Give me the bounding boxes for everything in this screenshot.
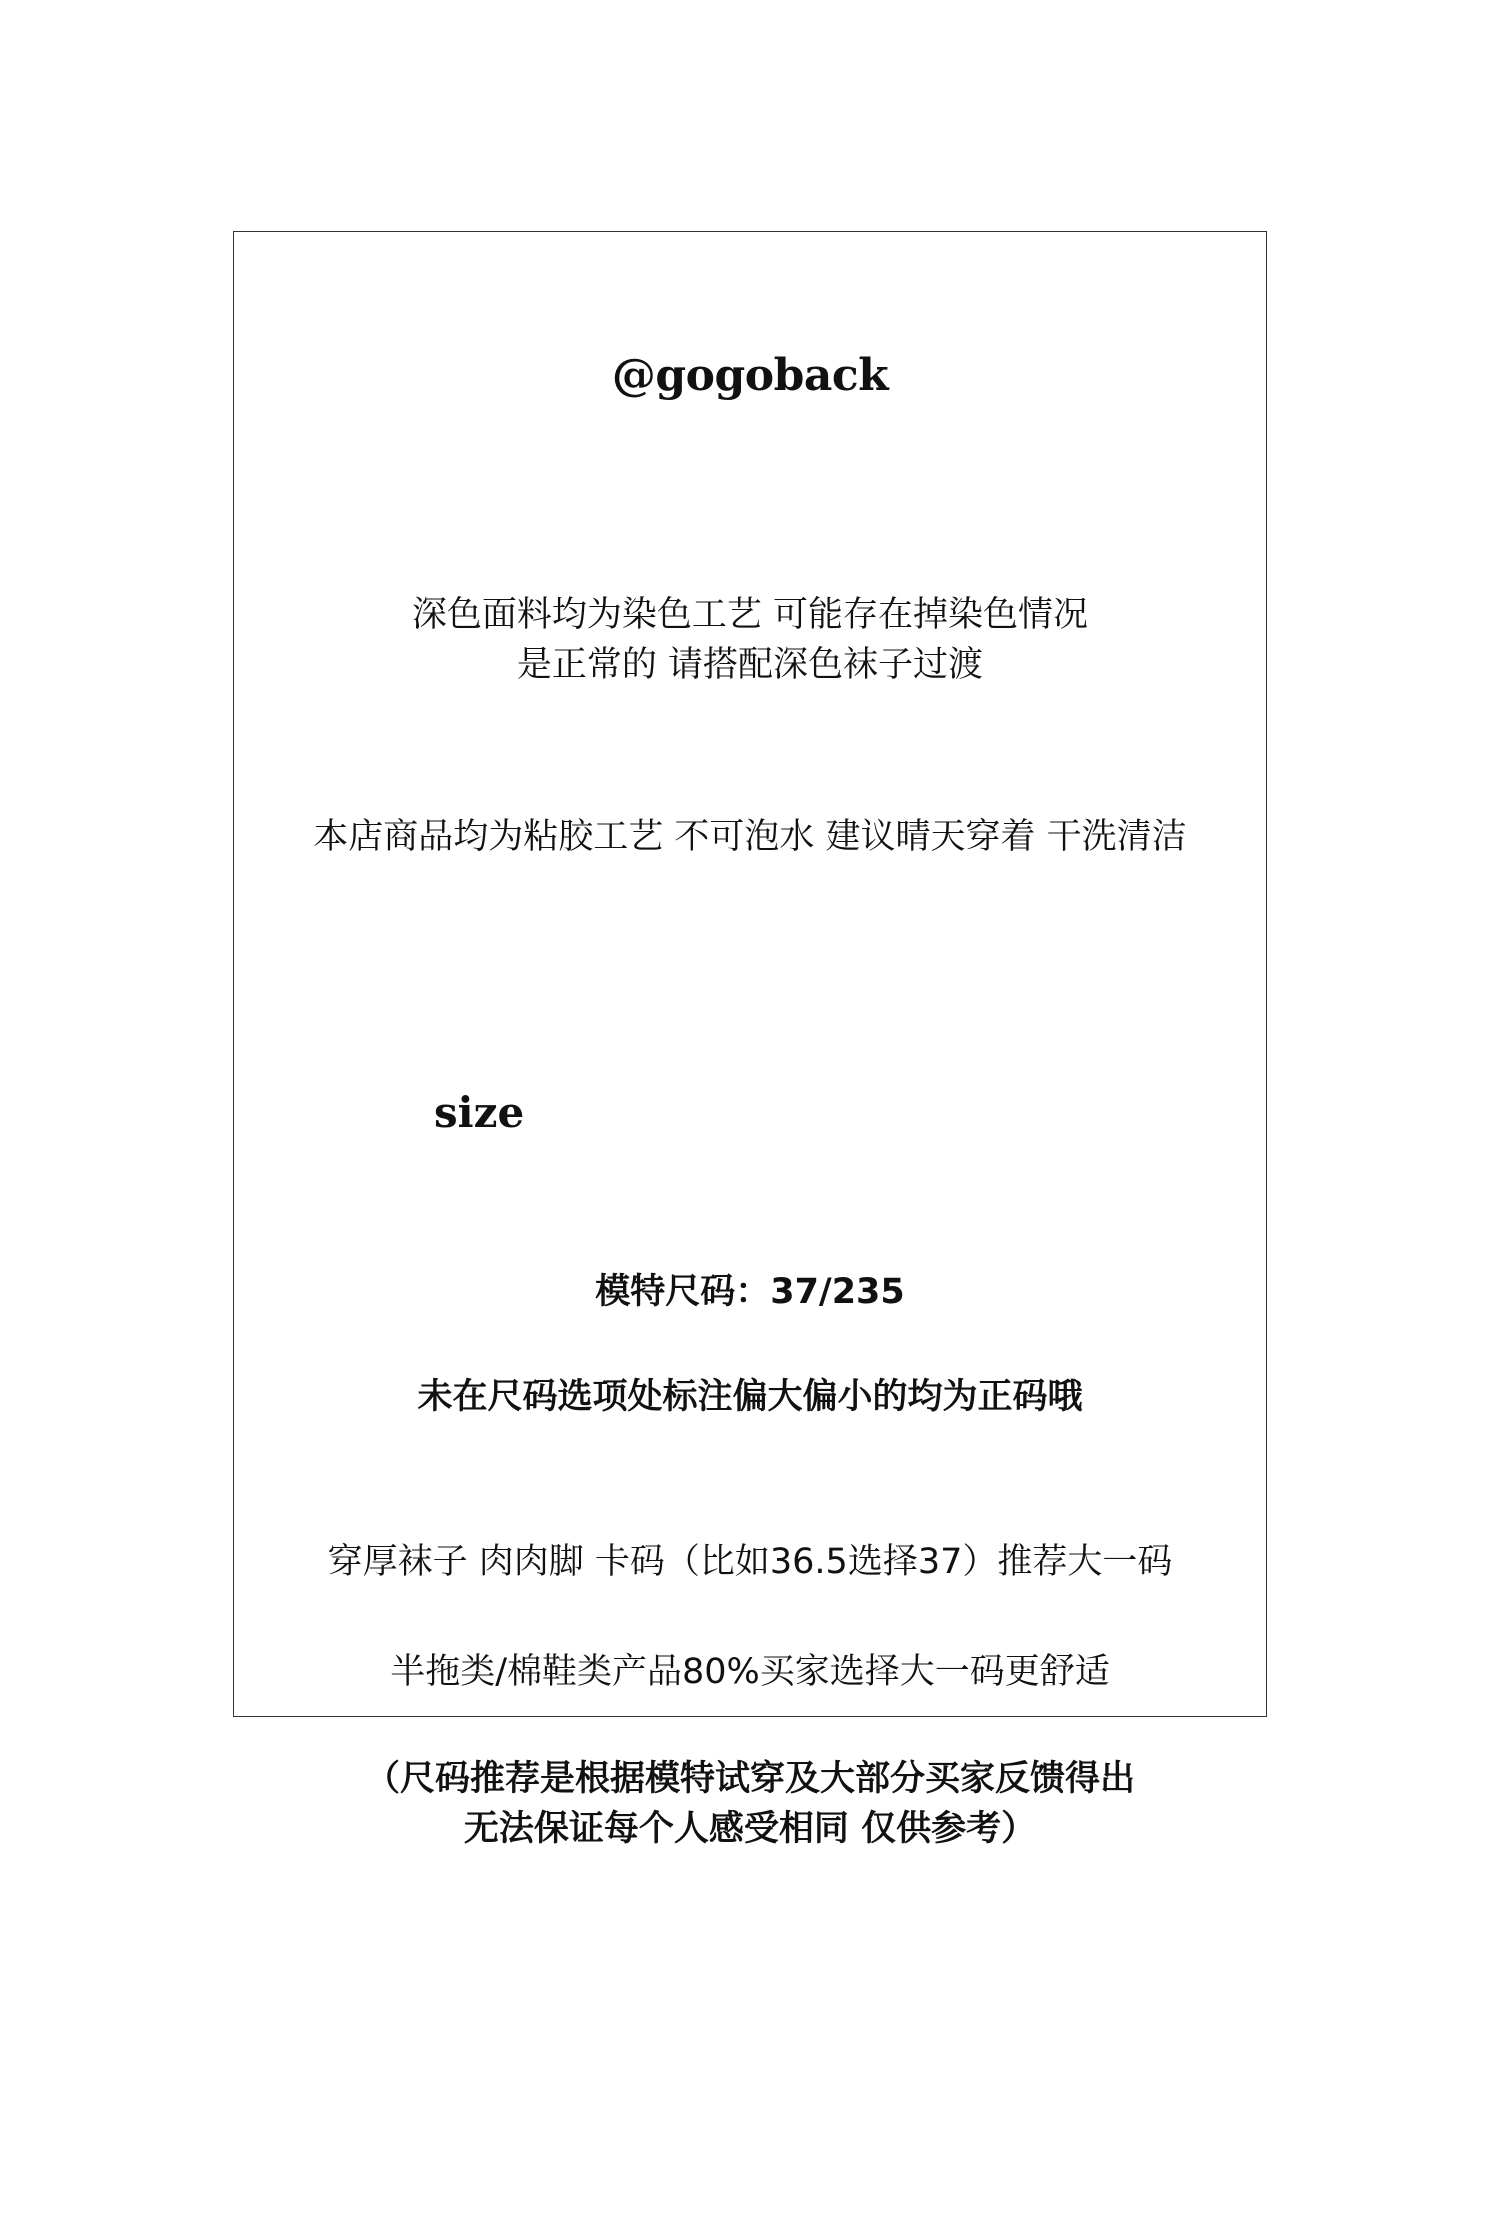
disclaimer-line-2: 无法保证每个人感受相同 仅供参考） — [463, 1809, 1037, 1849]
info-card — [233, 231, 1267, 1849]
brand-name: @gogoback — [611, 350, 889, 401]
dye-note-line-1: 深色面料均为染色工艺 可能存在掉染色情况 — [411, 595, 1089, 635]
standard-size-note: 未在尺码选项处标注偏大偏小的均为正码哦 — [417, 1377, 1083, 1417]
slippers-tip: 半拖类/棉鞋类产品80%买家选择大一码更舒适 — [390, 1652, 1110, 1692]
glue-care-note: 本店商品均为粘胶工艺 不可泡水 建议晴天穿着 干洗清洁 — [313, 817, 1187, 857]
size-heading: size — [434, 1088, 525, 1137]
model-size: 模特尺码：37/235 — [595, 1272, 905, 1312]
disclaimer-line-1: （尺码推荐是根据模特试穿及大部分买家反馈得出 — [364, 1759, 1135, 1799]
dye-care-note — [234, 590, 1266, 690]
dye-note-line-2: 是正常的 请搭配深色袜子过渡 — [516, 645, 984, 685]
thick-socks-tip: 穿厚袜子 肉肉脚 卡码（比如36.5选择37）推荐大一码 — [327, 1542, 1173, 1582]
size-disclaimer — [234, 1754, 1266, 1854]
